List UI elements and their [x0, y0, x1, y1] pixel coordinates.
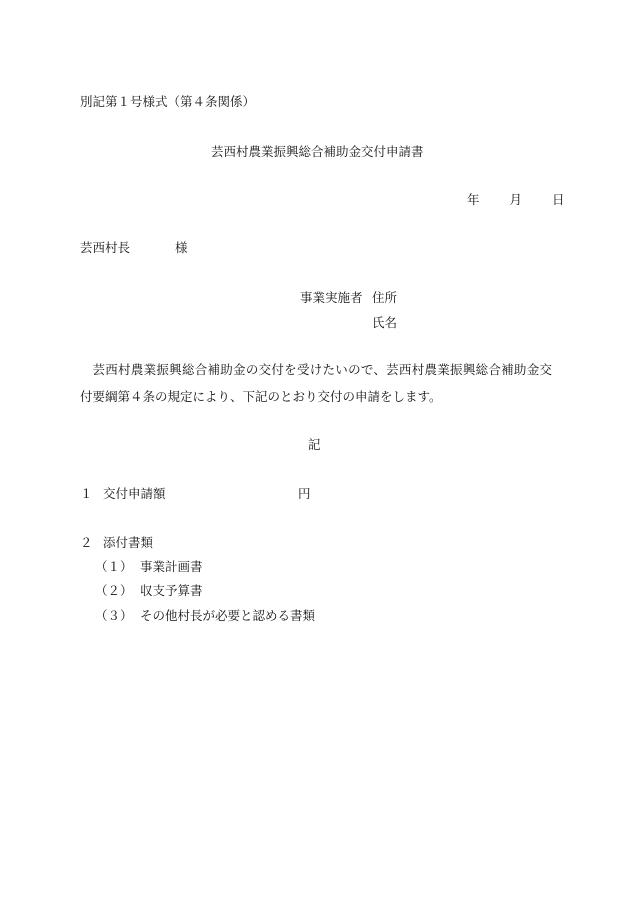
item-unit-yen: 円: [298, 486, 311, 501]
subitem-number-2: （２）: [95, 583, 133, 598]
ki-heading: 記: [308, 437, 321, 452]
subitem-label-business-plan: 事業計画書: [140, 559, 203, 574]
addressee-name: 芸西村長: [80, 240, 131, 255]
subitem-number-1: （１）: [95, 559, 133, 574]
item-number-2: ２: [80, 535, 93, 550]
item-number-1: １: [80, 486, 93, 501]
date-month-label: 月: [509, 192, 523, 207]
form-label: 別記第１号様式（第４条関係）: [80, 94, 256, 109]
date-year-label: 年: [467, 192, 480, 207]
date-day-label: 日: [552, 192, 565, 207]
subitem-label-budget: 収支予算書: [140, 583, 203, 598]
date-line: [467, 192, 565, 208]
subitem-label-other-documents: その他村長が必要と認める書類: [140, 608, 316, 623]
applicant-address-label: 住所: [372, 290, 398, 305]
page-title: 芸西村農業振興総合補助金交付申請書: [211, 144, 424, 159]
subitem-number-3: （３）: [95, 608, 133, 623]
body-paragraph: 芸西村農業振興総合補助金の交付を受けたいので、芸西村農業振興総合補助金交付要綱第４条の規定により、下記のとおり交付の申請をします。: [80, 362, 552, 404]
applicant-name-label: 氏名: [372, 315, 398, 330]
item-label-grant-amount: 交付申請額: [103, 486, 166, 501]
addressee-honorific: 様: [175, 240, 188, 255]
item-label-attachments: 添付書類: [103, 535, 154, 550]
applicant-role: 事業実施者: [300, 290, 363, 305]
